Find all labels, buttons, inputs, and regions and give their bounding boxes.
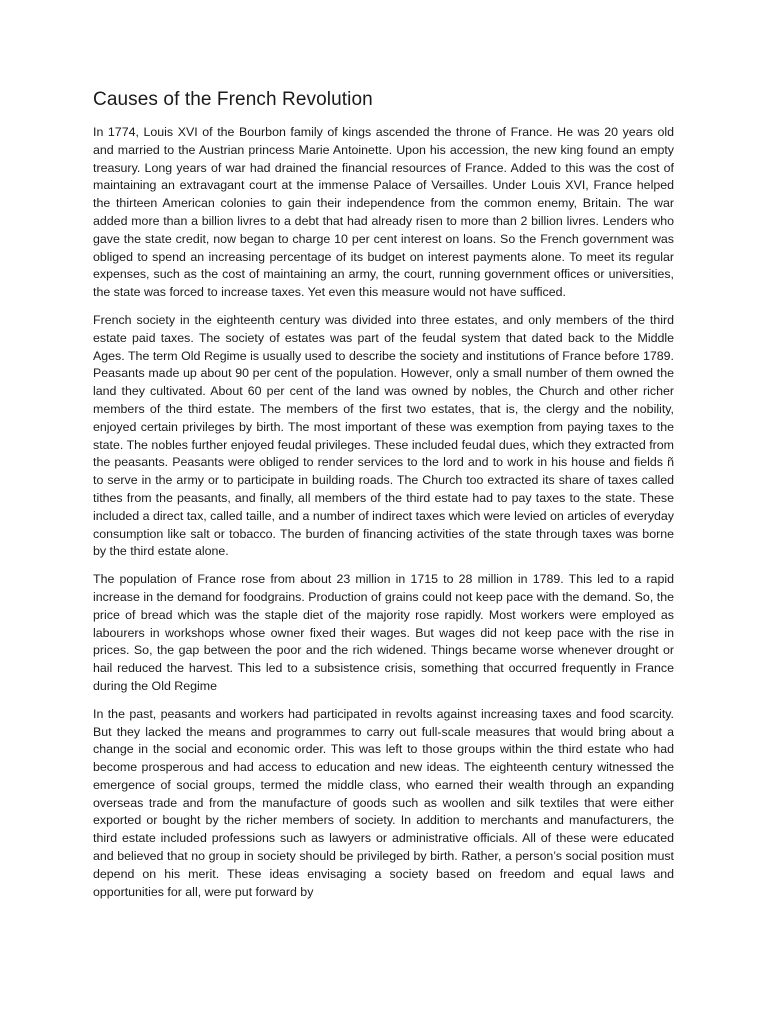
document-body — [93, 88, 674, 911]
paragraph-finances: In 1774, Louis XVI of the Bourbon family of kings ascended the throne of France. He was 20 years old and married to the Austrian princess Marie Antoinette. Upon his accession, the new king found an empty treasury. Long years of war had drained the financial resources of France. Added to this was the cost of maintaining an extravagant court at the immense Palace of Versailles. Under Louis XVI, France helped the thirteen American colonies to gain their independence from the common enemy, Britain. The war added more than a billion livres to a debt that had already risen to more than 2 billion livres. Lenders who gave the state credit, now began to charge 10 per cent interest on loans. So the French government was obliged to spend an increasing percentage of its budget on interest payments alone. To meet its regular expenses, such as the cost of maintaining an army, the court, running government offices or universities, the state was forced to increase taxes. Yet even this measure would not have sufficed. — [93, 125, 674, 300]
paragraph-subsistence-crisis: The population of France rose from about 23 million in 1715 to 28 million in 1789. This led to a rapid increase in the demand for foodgrains. Production of grains could not keep pace with the demand. So, the price of bread which was the staple diet of the majority rose rapidly. Most workers were employed as labourers in workshops whose owner fixed their wages. But wages did not keep pace with the rise in prices. So, the gap between the poor and the rich widened. Things became worse whenever drought or hail reduced the harvest. This led to a subsistence crisis, something that occurred frequently in France during the Old Regime — [93, 572, 674, 693]
paragraph-middle-class: In the past, peasants and workers had participated in revolts against increasing taxes and food scarcity. But they lacked the means and programmes to carry out full-scale measures that would bring about a change in the social and economic order. This was left to those groups within the third estate who had become prosperous and had access to education and new ideas. The eighteenth century witnessed the emergence of social groups, termed the middle class, who earned their wealth through an expanding overseas trade and from the manufacture of goods such as woollen and silk textiles that were either exported or bought by the richer members of society. In addition to merchants and manufacturers, the third estate included professions such as lawyers or administrative officials. All of these were educated and believed that no group in society should be privileged by birth. Rather, a person’s social position must depend on his merit. These ideas envisaging a society based on freedom and equal laws and opportunities for all, were put forward by — [93, 706, 674, 899]
paragraph-three-estates: French society in the eighteenth century was divided into three estates, and only members of the third estate paid taxes. The society of estates was part of the feudal system that dated back to the Middle Ages. The term Old Regime is usually used to describe the society and institutions of France before 1789. Peasants made up about 90 per cent of the population. However, only a small number of them owned the land they cultivated. About 60 per cent of the land was owned by nobles, the Church and other richer members of the third estate. The members of the first two estates, that is, the clergy and the nobility, enjoyed certain privileges by birth. The most important of these was exemption from paying taxes to the state. The nobles further enjoyed feudal privileges. These included feudal dues, which they extracted from the peasants. Peasants were obliged to render services to the lord and to work in his house and fields ñ to serve in the army or to participate in building roads. The Church too extracted its share of taxes called tithes from the peasants, and finally, all members of the third estate had to pay taxes to the state. These included a direct tax, called taille, and a number of indirect taxes which were levied on articles of everyday consumption like salt or tobacco. The burden of financing activities of the state through taxes was borne by the third estate alone. — [93, 312, 674, 559]
document-title: Causes of the French Revolution — [93, 89, 373, 110]
